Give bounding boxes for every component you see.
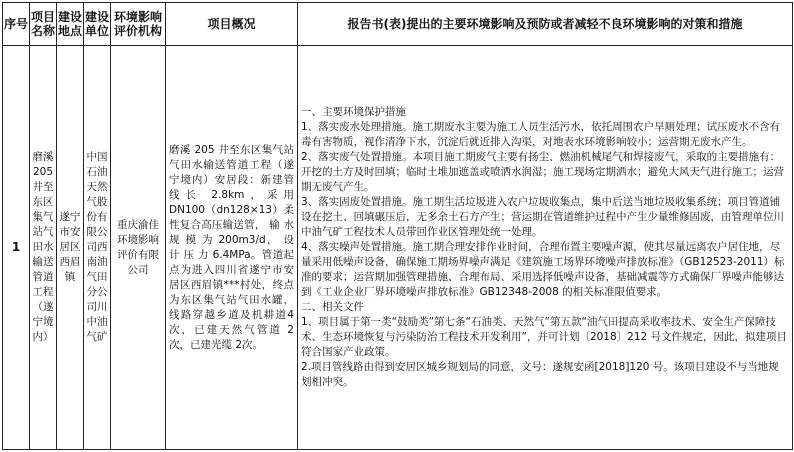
measures-wastewater: 1、落实废水处理措施。施工期废水主要为施工人员生活污水，依托周围农户旱厕处理；试压废水不含有毒有害物质，视作清净下水，沉淀后就近排入沟渠，对地表水环境影响较小；运营期无废水产生。 [301, 121, 781, 148]
measures-planning-doc: 2.项目管线路由得到安居区城乡规划局的同意，文号：遂规安函[2018]120 号。该项目建设不与当地规划相冲突。 [301, 361, 779, 388]
measures-heading-1: 一、主要环境保护措施 [301, 106, 406, 118]
measures-policy-doc: 1、项目属于第一类“鼓励类”第七条“石油类、天然气”第五款“油气田提高采收率技术、安全生产保障技术、生态环境恢复与污染防治工程技术开发利用”，并可计划〔2018〕212 号文件规定，因此，拟建项目符合国家产业政策。 [301, 316, 788, 358]
header-builder: 建设单位 [84, 3, 111, 46]
cell-measures [298, 46, 793, 450]
measures-exhaust: 2、落实废气处置措施。本项目施工期废气主要有扬尘、燃油机械尾气和焊接废气，采取的主要措施有：开挖的土方及时回填；临时土堆加遮盖或喷洒水润湿；施工现场定期洒水；避免大风天气进行施工；运营期无废气产生。 [301, 151, 784, 193]
cell-overview: 磨溪 205 井至东区集气站气田水输送管道工程（遂宁境内）安居段：新建管线长 2.8km，采用 DN100（dn128×13）柔性复合高压输送管， 输 水 规 模 为 200m3/d， 设 计 压 力 6.4MPa。管道起点为进入四川省遂宁市安居区西眉镇***村处，终点为东区集气站气田水罐，线路穿越乡道及机耕道4次，已建天然气管道 2次，已建光缆 2次。 [166, 46, 298, 450]
measures-solid-waste: 3、落实固废处置措施。施工期生活垃圾进入农户垃圾收集点，集中后送当地垃圾收集系统；项目管道铺设在挖土、回填碾压后，无多余土石方产生；营运期在管道维护过程中产生少量维修固废，由管理单位川中油气矿工程技术人员带回作业区管理处统一处理。 [301, 196, 784, 238]
table-row [3, 46, 793, 450]
cell-builder: 中国石油天然气股份有限公司西南油气田分公司川中油气矿 [84, 46, 111, 450]
header-project-name: 项目名称 [30, 3, 57, 46]
header-overview: 项目概况 [166, 3, 298, 46]
cell-location: 遂宁市安居区西眉镇 [57, 46, 84, 450]
header-seq: 序号 [3, 3, 30, 46]
measures-heading-2: 二、相关文件 [301, 301, 364, 313]
header-location: 建设地点 [57, 3, 84, 46]
eia-approval-table [2, 2, 793, 450]
header-eia-agency: 环境影响评价机构 [111, 3, 166, 46]
header-row [3, 3, 793, 46]
header-measures: 报告书(表)提出的主要环境影响及预防或者减轻不良环境影响的对策和措施 [298, 3, 793, 46]
measures-noise: 4、落实噪声处置措施。施工期合理安排作业时间，合理布置主要噪声源，使其尽量远离农户居住地，尽量采用低噪声设备，确保施工期场界噪声满足《建筑施工场界环境噪声排放标准》（GB12523-2011）标准的要求；运营期加强管理措施、合理布局、采用选择低噪声设备，基础减震等方式确保厂界噪声能够达到《工业企业厂界环境噪声排放标准》GB12348-2008 的相关标准限值要求。 [301, 241, 785, 298]
cell-seq: 1 [3, 46, 30, 450]
cell-eia-agency: 重庆渝佳环境影响评价有限公司 [111, 46, 166, 450]
cell-project-name: 磨溪205井至东区集气站气田水输送管道工程（遂宁境内） [30, 46, 57, 450]
